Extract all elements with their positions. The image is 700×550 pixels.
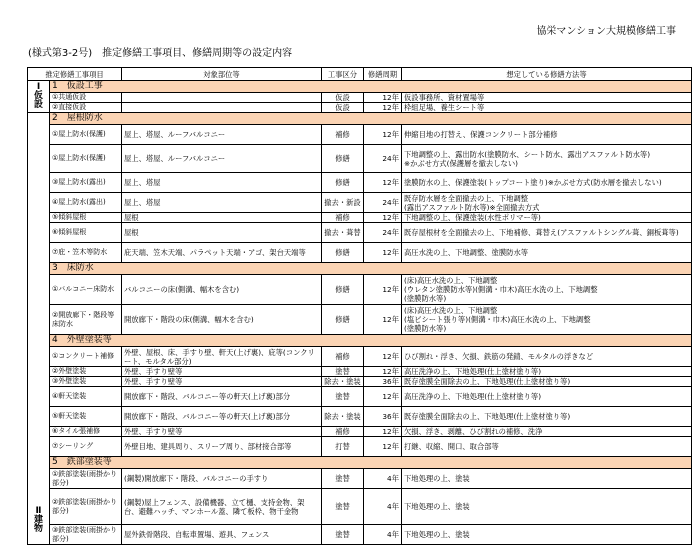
target-cell: 屋上、塔屋 — [122, 193, 322, 213]
document-title: (様式第3-2号) 推定修繕工事項目、修繕周期等の設定内容 — [28, 48, 293, 59]
kubun-cell: 修繕 — [322, 275, 364, 305]
cycle-cell: 12年 — [364, 93, 402, 103]
target-cell: 屋上、塔屋、ルーフバルコニー — [122, 145, 322, 173]
kubun-cell: 塗替 — [322, 489, 364, 525]
section-heading: 2 屋根防水 — [50, 113, 692, 125]
target-cell: 外壁、手すり壁等 — [122, 377, 322, 387]
kubun-cell: 打替 — [322, 437, 364, 457]
cycle-cell: 12年 — [364, 427, 402, 437]
cycle-cell: 36年 — [364, 377, 402, 387]
table-row — [28, 387, 692, 407]
cycle-cell: 36年 — [364, 407, 402, 427]
kubun-cell: 除去・塗装 — [322, 377, 364, 387]
item-cell: ①共通仮設 — [50, 93, 122, 103]
table-row — [28, 125, 692, 145]
table-header-row — [28, 68, 692, 81]
company-name: 協栄マンション大規模修繕工事 — [536, 26, 676, 37]
kubun-cell: 除去・塗装 — [322, 407, 364, 427]
method-cell: 伸縮目地の打替え、保護コンクリート部分補修 — [402, 125, 692, 145]
cycle-cell: 12年 — [364, 213, 402, 223]
method-cell: 枠組足場、養生シート等 — [402, 103, 692, 113]
table-row — [28, 243, 692, 263]
target-cell: 開放廊下・階段、バルコニー等の軒天(上げ裏)部分 — [122, 387, 322, 407]
kubun-cell: 補修 — [322, 125, 364, 145]
col-header-target: 対象部位等 — [122, 68, 322, 81]
cycle-cell: 4年 — [364, 469, 402, 489]
table-row — [28, 427, 692, 437]
item-cell: ①バルコニー床防水 — [50, 275, 122, 305]
table-row — [28, 213, 692, 223]
cycle-cell: 4年 — [364, 489, 402, 525]
method-cell: (床)高圧水洗の上、下地調整 (塩ビシート張り等)(側溝・巾木)高圧水洗の上、下地調整 (塗膜防水等) — [402, 305, 692, 335]
item-cell: ⑥タイル張補修 — [50, 427, 122, 437]
kubun-cell: 塗替 — [322, 387, 364, 407]
item-cell: ③外壁塗装 — [50, 377, 122, 387]
target-cell: 屋外鉄骨階段、自転車置場、遊具、フェンス — [122, 525, 322, 545]
method-cell: 下地処理の上、塗装 — [402, 525, 692, 545]
target-cell: 外壁目地、建具周り、スリーブ周り、部材接合部等 — [122, 437, 322, 457]
method-cell: 仮設事務所、資材置場等 — [402, 93, 692, 103]
item-cell: ⑥傾斜屋根 — [50, 223, 122, 243]
target-cell — [122, 93, 322, 103]
method-cell: 打継、収縮、開口、取合部等 — [402, 437, 692, 457]
kubun-cell: 補修 — [322, 427, 364, 437]
target-cell: 外壁、屋根、床、手すり壁、軒天(上げ裏)、庇等(コンクリート、モルタル部分) — [122, 347, 322, 367]
table-row — [28, 93, 692, 103]
method-cell: 欠損、浮き、剥離、ひび割れの補修、洗浄 — [402, 427, 692, 437]
method-cell: 下地調整の上、保護塗装(水性ポリマー等) — [402, 213, 692, 223]
table-row — [28, 525, 692, 545]
table-row — [28, 275, 692, 305]
table-row — [28, 377, 692, 387]
target-cell: 屋上、塔屋 — [122, 173, 322, 193]
cycle-cell: 12年 — [364, 347, 402, 367]
target-cell: 屋根 — [122, 223, 322, 243]
section-heading: 5 鉄部塗装等 — [50, 457, 692, 469]
cycle-cell: 24年 — [364, 193, 402, 213]
cycle-cell: 24年 — [364, 223, 402, 243]
kubun-cell: 塗替 — [322, 525, 364, 545]
table-row — [28, 367, 692, 377]
item-cell: ②外壁塗装 — [50, 367, 122, 377]
method-cell: 既存塗膜全面除去の上、下地処理(仕上塗材塗り等) — [402, 407, 692, 427]
method-cell: 高圧洗浄の上、下地処理(仕上塗材塗り等) — [402, 367, 692, 377]
table-row — [28, 223, 692, 243]
table-row — [28, 145, 692, 173]
kubun-cell: 修繕 — [322, 173, 364, 193]
item-cell: ③鉄部塗装(雨掛かり部分) — [50, 525, 122, 545]
item-cell: ⑦庇・笠木等防水 — [50, 243, 122, 263]
col-header-item: 推定修繕工事項目 — [28, 68, 122, 81]
method-cell: 塗膜防水の上、保護塗装(トップコート塗り)※かぶせ方式(防水層を撤去しない) — [402, 173, 692, 193]
target-cell — [122, 103, 322, 113]
kubun-cell: 仮設 — [322, 93, 364, 103]
method-cell: 下地処理の上、塗装 — [402, 489, 692, 525]
table-row — [28, 347, 692, 367]
table-row — [28, 103, 692, 113]
kubun-cell: 修繕 — [322, 145, 364, 173]
category-building: Ⅱ 建物 — [28, 113, 50, 545]
item-cell: ⑤傾斜屋根 — [50, 213, 122, 223]
target-cell: 開放廊下・階段の床(側溝、幅木を含む) — [122, 305, 322, 335]
target-cell: 外壁、手すり壁等 — [122, 367, 322, 377]
target-cell: (鋼製)屋上フェンス、設備機器、立て樋、支持金物、架台、避難ハッチ、マンホール蓋、隣て板枠、物干金物 — [122, 489, 322, 525]
target-cell: 外壁、手すり壁等 — [122, 427, 322, 437]
method-cell: (床)高圧水洗の上、下地調整 (ウレタン塗膜防水等)(側溝・巾木)高圧水洗の上、下地調整 (塗膜防水等) — [402, 275, 692, 305]
item-cell: ④軒天塗装 — [50, 387, 122, 407]
table-row — [28, 469, 692, 489]
table-row — [28, 193, 692, 213]
table-row — [28, 173, 692, 193]
item-cell: ①鉄部塗装(雨掛かり部分) — [50, 469, 122, 489]
kubun-cell: 撤去・葺替 — [322, 223, 364, 243]
cycle-cell: 12年 — [364, 275, 402, 305]
kubun-cell: 撤去・新設 — [322, 193, 364, 213]
target-cell: バルコニーの床(側溝、幅木を含む) — [122, 275, 322, 305]
target-cell: (鋼製)開放廊下・階段、バルコニーの手すり — [122, 469, 322, 489]
kubun-cell: 修繕 — [322, 243, 364, 263]
section-heading: 1 仮設工事 — [50, 81, 692, 93]
item-cell: ②鉄部塗装(雨掛かり部分) — [50, 489, 122, 525]
method-cell: 既存塗膜全面除去の上、下地処理(仕上塗材塗り等) — [402, 377, 692, 387]
table-row — [28, 489, 692, 525]
target-cell: 庇天端、笠木天端、パラペット天端・アゴ、架台天端等 — [122, 243, 322, 263]
method-cell: 既存屋根材を全面撤去の上、下地補修、葺替え(アスファルトシングル葺、銅板葺等) — [402, 223, 692, 243]
item-cell: ①コンクリート補修 — [50, 347, 122, 367]
cycle-cell: 12年 — [364, 437, 402, 457]
col-header-cycle: 修繕周期 — [364, 68, 402, 81]
method-cell: ひび割れ・浮き、欠損、鉄筋の発錆、モルタルの浮きなど — [402, 347, 692, 367]
table-row — [28, 407, 692, 427]
section-heading: 4 外壁塗装等 — [50, 335, 692, 347]
method-cell: 既存防水層を全面撤去の上、下地調整 (露出アスファルト防水等)※全面撤去方式 — [402, 193, 692, 213]
cycle-cell: 12年 — [364, 103, 402, 113]
category-temporary: Ⅰ 仮設 — [28, 81, 50, 113]
kubun-cell: 補修 — [322, 213, 364, 223]
cycle-cell: 12年 — [364, 387, 402, 407]
col-header-kubun: 工事区分 — [322, 68, 364, 81]
kubun-cell: 仮設 — [322, 103, 364, 113]
cycle-cell: 12年 — [364, 125, 402, 145]
item-cell: ④屋上防水(露出) — [50, 193, 122, 213]
cycle-cell: 12年 — [364, 367, 402, 377]
target-cell: 屋上、塔屋、ルーフバルコニー — [122, 125, 322, 145]
kubun-cell: 塗替 — [322, 367, 364, 377]
item-cell: ③屋上防水(露出) — [50, 173, 122, 193]
table-row — [28, 437, 692, 457]
cycle-cell: 4年 — [364, 525, 402, 545]
method-cell: 下地処理の上、塗装 — [402, 469, 692, 489]
cycle-cell: 12年 — [364, 243, 402, 263]
method-cell: 高圧洗浄の上、下地処理(仕上塗材塗り等) — [402, 387, 692, 407]
kubun-cell: 補修 — [322, 347, 364, 367]
repair-items-table — [27, 67, 692, 545]
cycle-cell: 12年 — [364, 305, 402, 335]
section-heading: 3 床防水 — [50, 263, 692, 275]
method-cell: 下地調整の上、露出防水(塗膜防水、シート防水、露出アスファルト防水等) ※かぶせ方式(保護層を撤去しない) — [402, 145, 692, 173]
item-cell: ①屋上防水(保護) — [50, 125, 122, 145]
item-cell: ⑦シーリング — [50, 437, 122, 457]
item-cell: ②開放廊下・階段等床防水 — [50, 305, 122, 335]
kubun-cell: 修繕 — [322, 305, 364, 335]
col-header-method: 想定している修繕方法等 — [402, 68, 692, 81]
kubun-cell: 塗替 — [322, 469, 364, 489]
cycle-cell: 24年 — [364, 145, 402, 173]
method-cell: 高圧水洗の上、下地調整、塗膜防水等 — [402, 243, 692, 263]
cycle-cell: 12年 — [364, 173, 402, 193]
table-row — [28, 305, 692, 335]
target-cell: 屋根 — [122, 213, 322, 223]
item-cell: ①屋上防水(保護) — [50, 145, 122, 173]
target-cell: 開放廊下・階段、バルコニー等の軒天(上げ裏)部分 — [122, 407, 322, 427]
item-cell: ②直接仮設 — [50, 103, 122, 113]
item-cell: ⑤軒天塗装 — [50, 407, 122, 427]
